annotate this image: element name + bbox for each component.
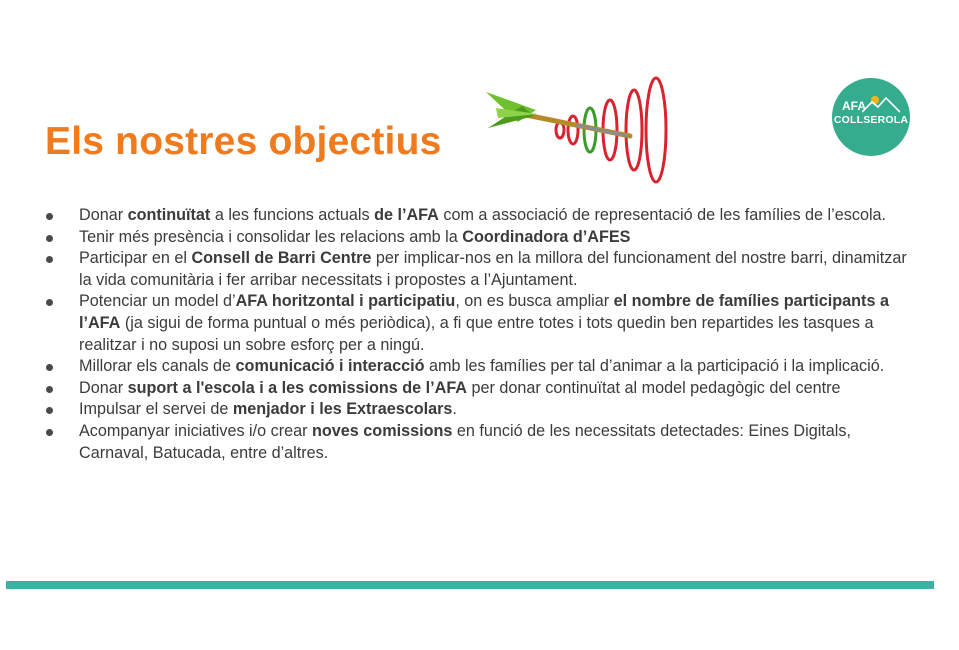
bullet-icon [46, 429, 53, 436]
emphasis-text: Coordinadora d’AFES [462, 227, 631, 246]
bullet-icon [46, 386, 53, 393]
body-text: Impulsar el servei de [79, 400, 233, 419]
body-text: (ja sigui de forma puntual o més periòdica), a fi que entre totes i tots quedin ben repartides les tasques a realitzar i no suposi un sobre esforç per a ningú. [79, 313, 874, 354]
emphasis-text: comunicació i interacció [235, 357, 425, 376]
emphasis-text: AFA horitzontal i participatiu [235, 292, 456, 311]
logo-afa-text: AFA [842, 99, 866, 113]
body-text: amb les famílies per tal d’animar a la participació i la implicació. [424, 357, 885, 376]
body-text: Acompanyar iniciatives i/o crear [79, 421, 313, 440]
body-text: Potenciar un model d’ [79, 292, 236, 311]
list-item [44, 227, 914, 249]
body-text: com a associació de representació de les famílies de l’escola. [438, 206, 887, 224]
dart-target-icon [478, 70, 678, 195]
bullet-icon [46, 364, 53, 371]
list-item [44, 378, 914, 400]
mountain-icon [862, 94, 900, 114]
afa-collserola-logo [832, 78, 910, 156]
body-text: per implicar-nos en la millora del funcionament del nostre barri, dinamitzar la vida comunitària i fer arribar necessitats i propostes a l’Ajuntament. [79, 249, 907, 289]
bullet-icon [46, 213, 53, 220]
list-item [44, 356, 914, 378]
bottom-divider [6, 581, 934, 589]
body-text: en funció de les necessitats detectades: Eines Digitals, Carnaval, Batucada, entre d’altres. [79, 421, 851, 462]
body-text: per donar continuïtat al model pedagògic del centre [467, 378, 841, 397]
list-item [44, 291, 914, 356]
bullet-icon [46, 235, 53, 242]
list-item [44, 399, 914, 421]
logo-collserola-text: COLLSEROLA [833, 114, 909, 126]
body-text: Participar en el [79, 249, 192, 268]
emphasis-text: noves comissions [312, 421, 453, 440]
list-item [44, 421, 914, 464]
emphasis-text: menjador i les Extraescolars [232, 400, 453, 419]
objectives-list [44, 205, 914, 464]
bullet-icon [46, 407, 53, 414]
list-item [44, 205, 914, 227]
body-text: . [452, 400, 457, 419]
page-title: Els nostres objectius [45, 120, 442, 163]
body-text: Donar [79, 378, 128, 397]
emphasis-text: suport a l'escola i a les comissions de l’AFA [127, 378, 468, 397]
body-text: a les funcions actuals [210, 206, 375, 224]
emphasis-text: continuïtat [127, 206, 211, 224]
bullet-icon [46, 256, 53, 263]
emphasis-text: de l’AFA [374, 206, 439, 224]
list-item [44, 248, 914, 291]
body-text: Millorar els canals de [79, 357, 236, 376]
bullet-icon [46, 299, 53, 306]
body-text: Tenir més presència i consolidar les relacions amb la [79, 227, 463, 246]
body-text: Donar [79, 206, 128, 224]
body-text: , on es busca ampliar [455, 292, 614, 311]
emphasis-text: Consell de Barri Centre [191, 249, 372, 268]
emphasis-text: el nombre de famílies participants a l’AFA [79, 292, 889, 332]
